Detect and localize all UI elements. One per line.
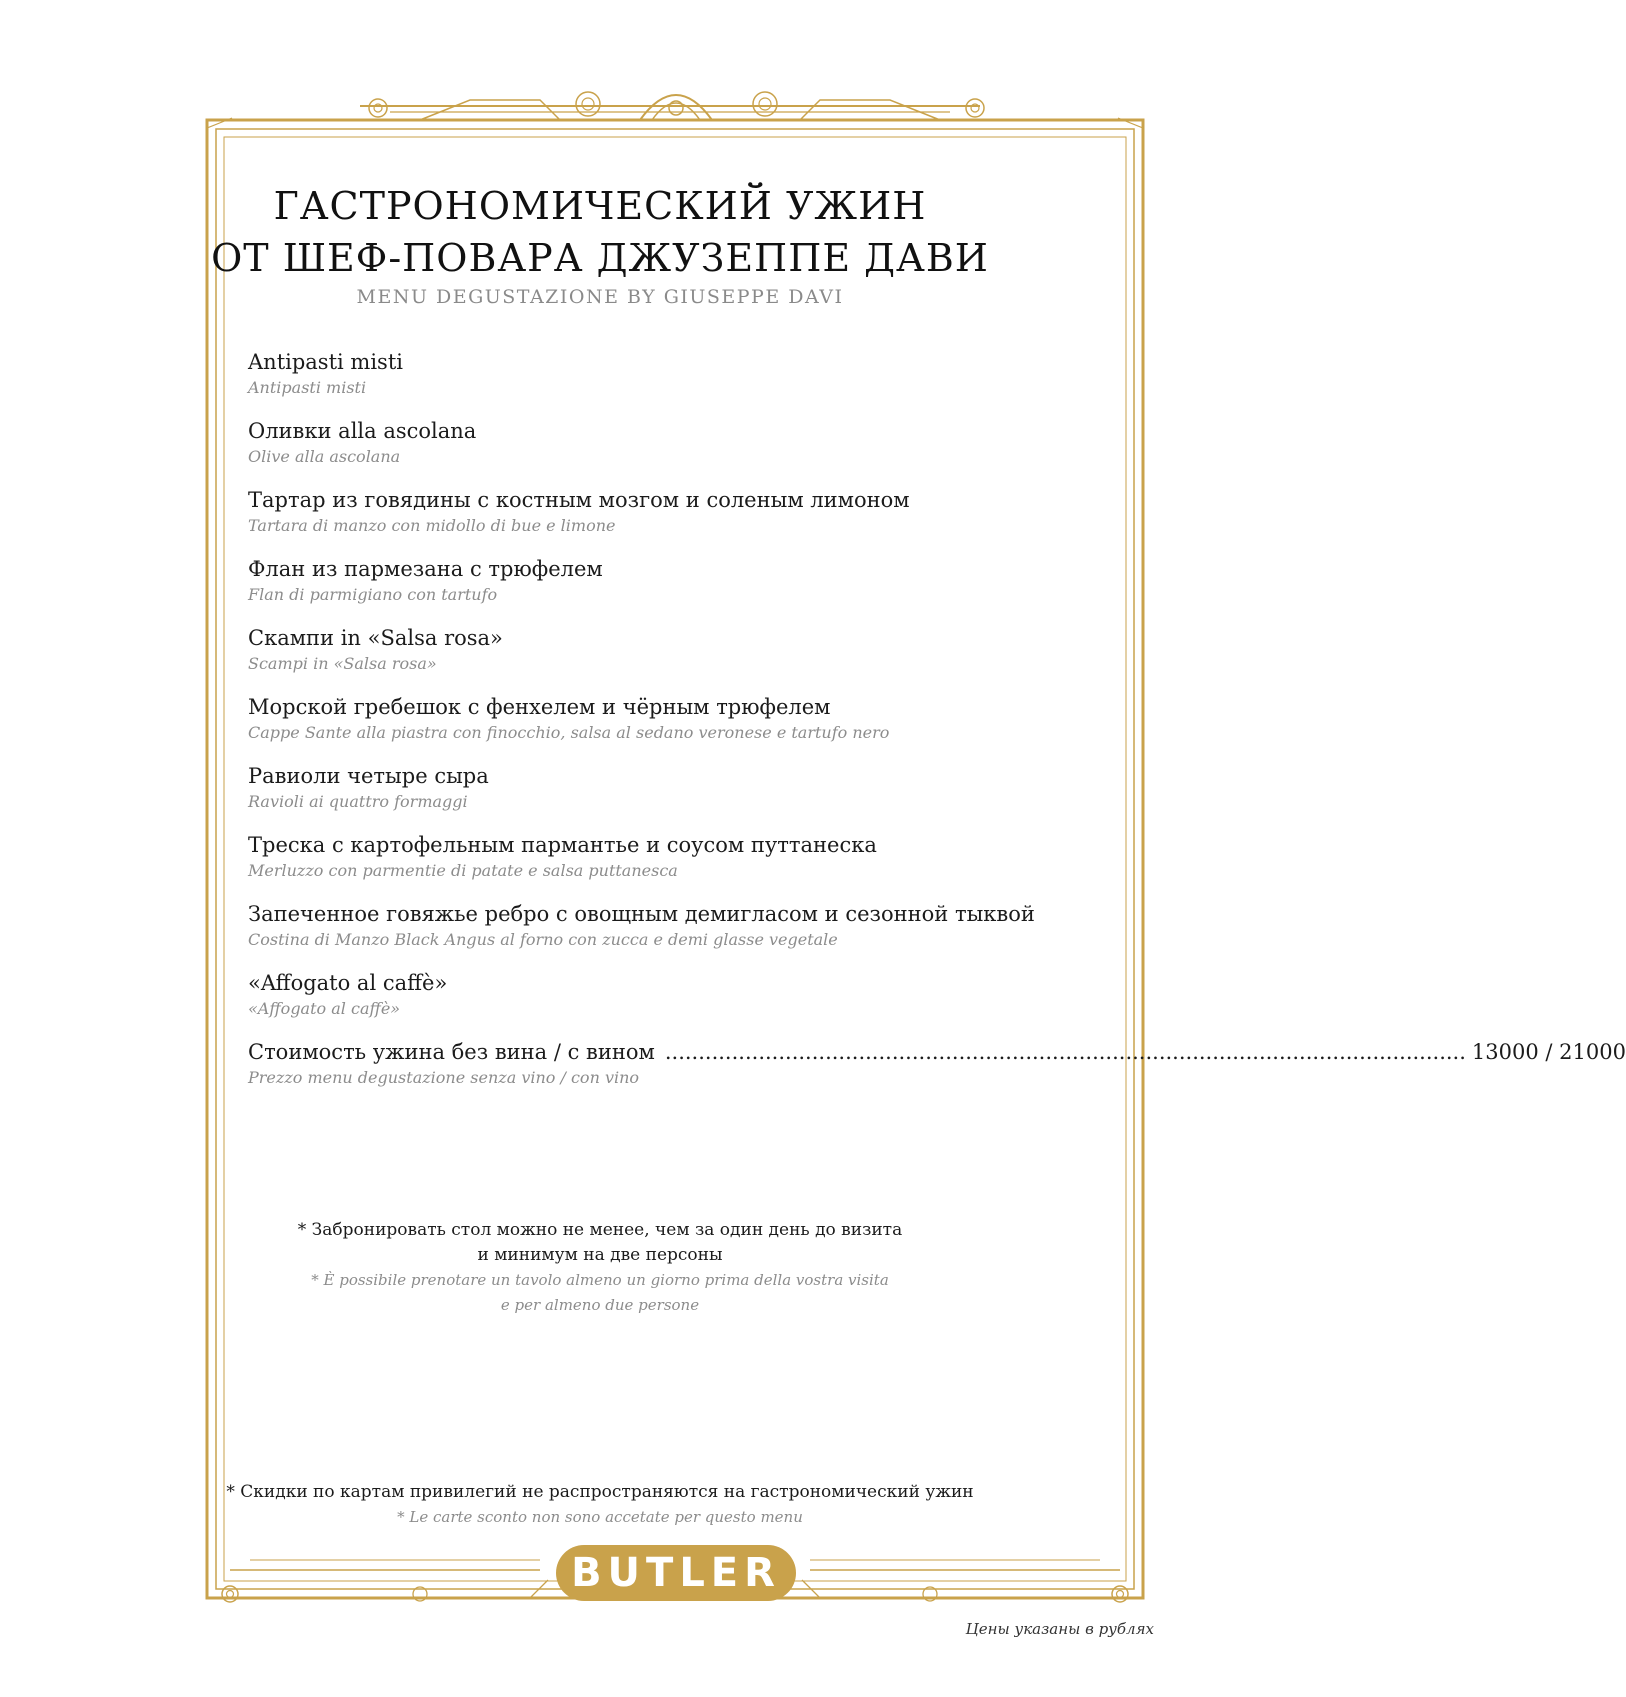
menu-item-name-it: Scampi in «Salsa rosa» xyxy=(248,654,437,673)
prices-currency-note: Цены указаны в рублях xyxy=(965,1620,1154,1638)
discount-note-ru: * Скидки по картам привилегий не распространяются на гастрономический ужин xyxy=(226,1482,974,1502)
menu-item-name-ru: Скампи in «Salsa rosa» xyxy=(248,626,503,650)
menu-item-name-ru: «Affogato al caffè» xyxy=(248,971,448,995)
menu-item-name-ru: Запеченное говяжье ребро с овощным демигласом и сезонной тыквой xyxy=(248,902,1035,926)
menu-list xyxy=(248,348,1626,1107)
booking-note xyxy=(0,1218,1200,1318)
menu-item-name-it: Antipasti misti xyxy=(248,378,367,397)
price-leader-dots: ........................................................................................................................ xyxy=(664,1040,1466,1064)
menu-item xyxy=(248,969,1108,1038)
menu-item-name-ru: Морской гребешок с фенхелем и чёрным трюфелем xyxy=(248,695,831,719)
menu-item-name-ru: Оливки alla ascolana xyxy=(248,419,477,443)
page-title xyxy=(0,180,1200,284)
menu-item-name-it: «Affogato al caffè» xyxy=(248,999,401,1018)
booking-note-it-1: * È possibile prenotare un tavolo almeno un giorno prima della vostra visita xyxy=(311,1271,889,1289)
booking-note-ru-2: и минимум на две персоны xyxy=(477,1245,723,1265)
menu-item xyxy=(248,555,1108,624)
menu-item-name-it: Merluzzo con parmentie di patate e salsa puttanesca xyxy=(248,861,678,880)
price-item xyxy=(248,1038,1626,1107)
price-row xyxy=(248,1038,1626,1066)
menu-item-name-it: Tartara di manzo con midollo di bue e limone xyxy=(248,516,616,535)
menu-item-name-ru: Треска с картофельным пармантье и соусом путтанеска xyxy=(248,833,877,857)
menu-item xyxy=(248,624,1108,693)
title-line-1: ГАСТРОНОМИЧЕСКИЙ УЖИН xyxy=(273,184,927,228)
menu-item-name-it: Cappe Sante alla piastra con finocchio, salsa al sedano veronese e tartufo nero xyxy=(248,723,890,742)
menu-item-name-ru: Флан из пармезана с трюфелем xyxy=(248,557,603,581)
logo-text: BUTLER xyxy=(571,1550,781,1596)
menu-item-name-it: Ravioli ai quattro formaggi xyxy=(248,792,468,811)
menu-item xyxy=(248,417,1108,486)
menu-item-name-it: Costina di Manzo Black Angus al forno con zucca e demi glasse vegetale xyxy=(248,930,838,949)
booking-note-it-2: e per almeno due persone xyxy=(500,1296,700,1314)
menu-item-name-ru: Antipasti misti xyxy=(248,350,403,374)
menu-item xyxy=(248,762,1108,831)
menu-item xyxy=(248,486,1108,555)
title-line-2: ОТ ШЕФ-ПОВАРА ДЖУЗЕППЕ ДАВИ xyxy=(211,236,989,280)
menu-item xyxy=(248,348,1108,417)
menu-item xyxy=(248,831,1108,900)
menu-item-name-it: Flan di parmigiano con tartufo xyxy=(248,585,498,604)
price-label-ru: Стоимость ужина без вина / с вином xyxy=(248,1040,655,1064)
menu-item-name-ru: Тартар из говядины с костным мозгом и соленым лимоном xyxy=(248,488,910,512)
menu-item xyxy=(248,900,1108,969)
price-value: 13000 / 21000 xyxy=(1471,1040,1626,1064)
discount-note xyxy=(0,1480,1200,1530)
menu-item-name-it: Olive alla ascolana xyxy=(248,447,401,466)
discount-note-it: * Le carte sconto non sono accetate per questo menu xyxy=(397,1508,803,1526)
menu-item xyxy=(248,693,1108,762)
page-subtitle: MENU DEGUSTAZIONE BY GIUSEPPE DAVI xyxy=(356,286,844,308)
menu-item-name-ru: Равиоли четыре сыра xyxy=(248,764,489,788)
butler-logo xyxy=(556,1545,796,1601)
price-label-it: Prezzo menu degustazione senza vino / con vino xyxy=(248,1068,640,1087)
booking-note-ru-1: * Забронировать стол можно не менее, чем за один день до визита xyxy=(297,1220,903,1240)
